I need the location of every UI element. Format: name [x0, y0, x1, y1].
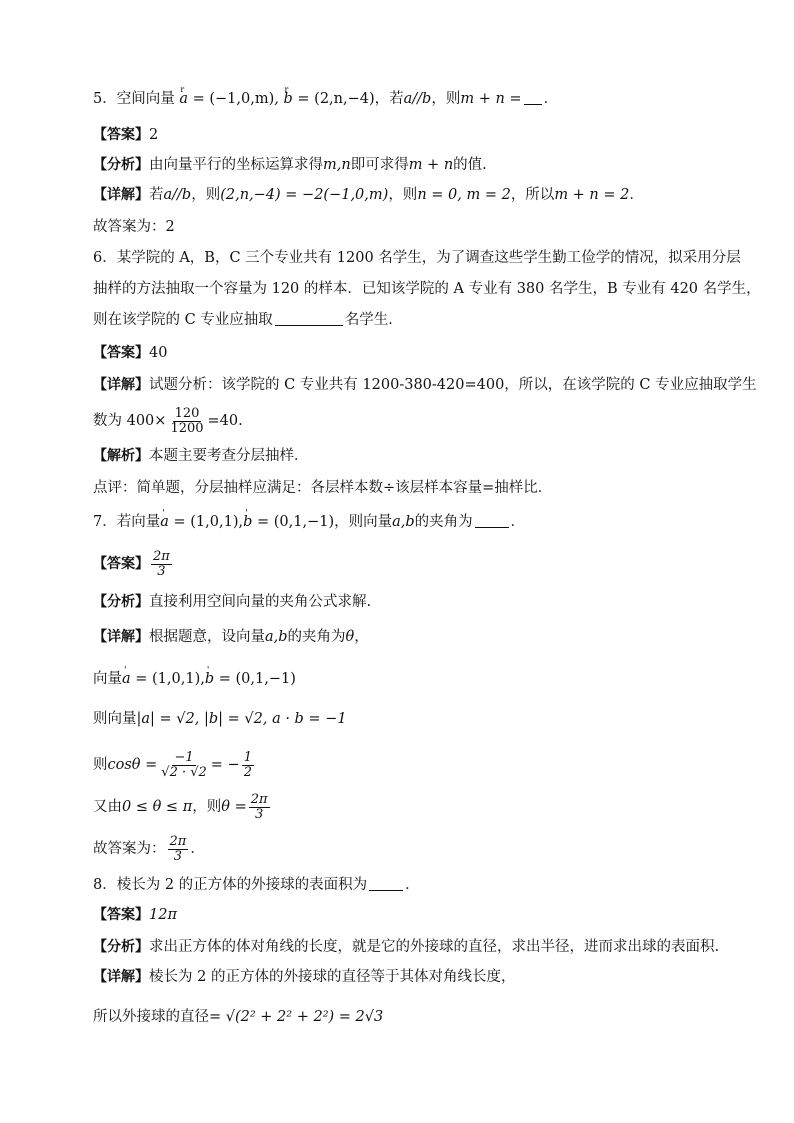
- q6-detail-line1: 【详解】试题分析：该学院的 C 专业共有 1200-380-420=400，所以，在该学院的 C 专业应抽取学生: [93, 377, 757, 393]
- fraction: $\frac{-1}{√2 \cdot √2}$: [161, 749, 207, 780]
- fraction: $\frac{120}{1200}$: [170, 405, 204, 436]
- q7-final: 故答案为： $\frac{2\pi}{3}$ ．: [93, 833, 205, 864]
- fraction: $\frac{2\pi}{3}$: [169, 833, 187, 864]
- q8-detail: 【详解】棱长为 2 的正方体的外接球的直径等于其体对角线长度，: [93, 969, 516, 985]
- q6-answer: 【答案】40: [93, 345, 168, 361]
- q8-question: 8．棱长为 2 的正方体的外接球的表面积为 ．: [93, 877, 420, 893]
- fraction: $\frac{2\pi}{3}$: [153, 548, 170, 579]
- q5-detail: 【详解】若a//b，则(2,n,−4) = −2(−1,0,m)，则n = 0, m = 2，所以m + n = 2．: [93, 187, 644, 203]
- q6-comment: 点评：简单题，分层抽样应满足：各层样本数÷该层样本容量=抽样比．: [93, 480, 553, 496]
- q6-question-line3: 则在该学院的 C 专业应抽取 名学生．: [93, 312, 403, 328]
- q6-detail-line2: 数为 400× $\frac{120}{1200}$ =40.: [93, 405, 243, 436]
- q6-question-line2: 抽样的方法抽取一个容量为 120 的样本．已知该学院的 A 专业有 380 名学生，B 专业有 420 名学生，: [93, 281, 761, 297]
- fraction: $\frac{1}{2}$: [243, 749, 252, 780]
- q7-step1: 向量' a = (1,0,1),' b = (0,1,−1): [93, 668, 704, 690]
- q7-question: 7．若向量' a = (1,0,1),' b = (0,1,−1)，则向量a,b的夹角为 ．: [93, 511, 704, 533]
- q5-answer: 【答案】2: [93, 127, 159, 143]
- answer-blank: [475, 513, 509, 528]
- q5-question: 5．空间向量 r a = (−1,0,m), r b = (2,n,−4)，若a//b，则m + n = ．: [93, 88, 704, 110]
- answer-blank: [275, 311, 343, 326]
- vector-a: r a = (−1,0,m), r b = (2,n,−4): [179, 91, 374, 107]
- q5-final: 故答案为：2: [93, 219, 175, 235]
- fraction: $\frac{2\pi}{3}$: [250, 791, 268, 822]
- answer-blank: [524, 90, 542, 105]
- q6-question-line1: 6．某学院的 A，B，C 三个专业共有 1200 名学生，为了调查这些学生勤工俭学的情况，拟采用分层: [93, 250, 741, 266]
- q8-analysis: 【分析】求出正方体的体对角线的长度，就是它的外接球的直径，求出半径，进而求出球的表面积.: [93, 939, 720, 955]
- q7-step3: 则cosθ = $\frac{-1}{√2 \cdot √2}$ = − $\frac{1}{2}$: [93, 749, 252, 780]
- q7-step4: 又由0 ≤ θ ≤ π，则θ = $\frac{2\pi}{3}$: [93, 791, 268, 822]
- q7-detail: 【详解】根据题意，设向量a,b的夹角为θ，: [93, 629, 369, 645]
- q6-jiexi: 【解析】本题主要考查分层抽样．: [93, 448, 309, 464]
- q7-step2: 则向量|a| = √2, |b| = √2, a · b = −1: [93, 711, 347, 727]
- q8-last: 所以外接球的直径= √(2² + 2² + 2²) = 2√3: [93, 1009, 384, 1025]
- question-number: 5．: [93, 91, 117, 107]
- answer-blank: [369, 876, 403, 891]
- q8-answer: 【答案】12π: [93, 907, 177, 923]
- q5-analysis: 【分析】由向量平行的坐标运算求得m,n即可求得m + n的值.: [93, 157, 487, 173]
- q7-answer: 【答案】 $\frac{2\pi}{3}$: [93, 548, 170, 579]
- q7-analysis: 【分析】直接利用空间向量的夹角公式求解.: [93, 594, 372, 610]
